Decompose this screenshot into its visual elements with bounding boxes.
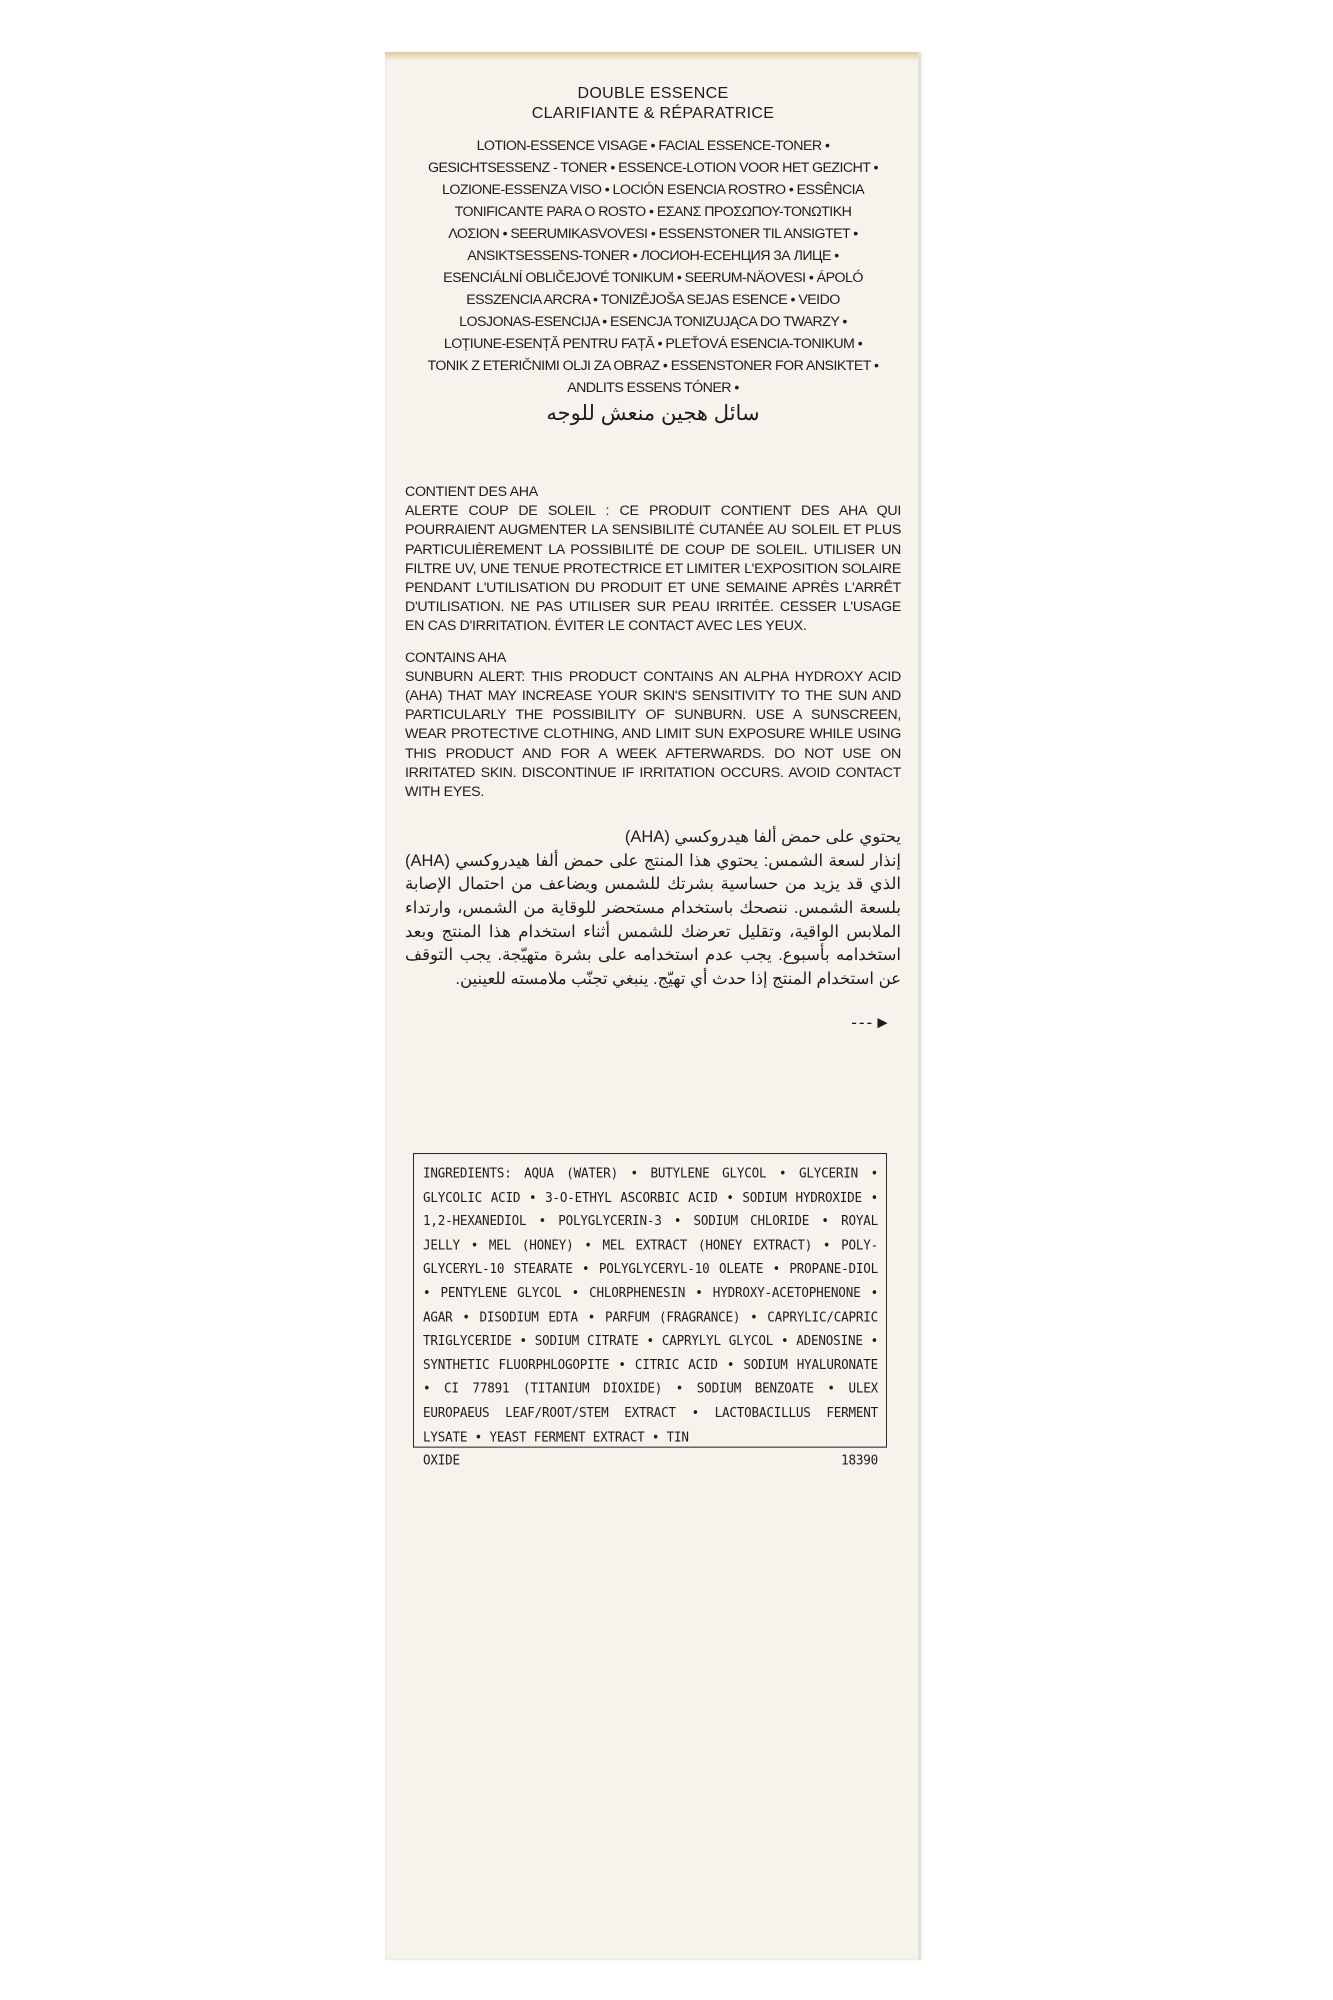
- product-title-line-1: DOUBLE ESSENCE: [577, 85, 729, 102]
- product-title: [405, 84, 901, 124]
- name-line: LOSJONAS-ESENCIJA • ESENCJA TONIZUJĄCA DO TWARZY •: [459, 314, 847, 330]
- name-line: LOȚIUNE-ESENȚĂ PENTRU FAȚĂ • PLEŤOVÁ ESENCIA-TONIKUM •: [443, 336, 863, 352]
- warning-english-body: SUNBURN ALERT: THIS PRODUCT CONTAINS AN ALPHA HYDROXY ACID (AHA) THAT MAY INCREASE YOUR SKIN'S SENSITIVITY TO THE SUN AND PARTICULARLY THE POSSIBILITY OF SUNBURN. USE A SUNSCREEN, WEAR PROTECTIVE CLOTHING, AND LIMIT SUN EXPOSURE WHILE USING THIS PRODUCT AND FOR A WEEK AFTERWARDS. DO NOT USE ON IRRITATED SKIN. DISCONTINUE IF IRRITATION OCCURS. AVOID CONTACT WITH EYES.: [405, 668, 901, 801]
- name-line: ΛΟΣΙΟΝ • SEERUMIKASVOVESI • ESSENSTONER TIL ANSIGTET •: [448, 226, 858, 242]
- continue-arrow-icon: ---►: [851, 1013, 893, 1033]
- warning-english: [405, 649, 901, 803]
- multilingual-product-names: [405, 135, 901, 399]
- warning-arabic: [405, 826, 901, 991]
- label-content: [405, 84, 901, 1033]
- name-line: ANSIKTSESSENS-TONER • ЛОСИОН-ЕСЕНЦИЯ ЗА ЛИЦЕ •: [467, 248, 839, 264]
- name-line: ESSZENCIA ARCRA • TONIZĒJOŠA SEJAS ESENCE • VEIDO: [466, 292, 840, 308]
- ingredients-footer: [423, 1449, 878, 1473]
- package-side-edge: [918, 52, 921, 1960]
- package-top-edge: [385, 52, 921, 61]
- name-line: LOZIONE-ESSENZA VISO • LOCIÓN ESENCIA ROSTRO • ESSÊNCIA: [442, 182, 864, 198]
- ingredients-last-word: OXIDE: [423, 1452, 460, 1468]
- product-title-line-2: CLARIFIANTE & RÉPARATRICE: [531, 105, 775, 122]
- name-line: ANDLITS ESSENS TÓNER •: [567, 380, 739, 396]
- warning-arabic-body: إنذار لسعة الشمس: يحتوي هذا المنتج على حمض ألفا هيدروكسي (AHA) الذي قد يزيد من حساسية بشرتك للشمس ويضاعف من احتمال الإصابة بلسعة الشمس. ننصحك باستخدام مستحضر للوقاية من الشمس، وارتداء الملابس الواقية، وتقليل تعرضك للشمس أثناء استخدام هذا المنتج وبعد استخدامه بأسبوع. يجب عدم استخدامه على بشرة متهيّجة. يجب التوقف عن استخدام المنتج إذا حدث أي تهيّج. ينبغي تجنّب ملامسته للعينين.: [405, 851, 901, 988]
- name-line: TONIK Z ETERIČNIMI OLJI ZA OBRAZ • ESSENSTONER FOR ANSIKTET •: [427, 358, 879, 374]
- name-line: TONIFICANTE PARA O ROSTO • ΕΣΑΝΣ ΠΡΟΣΩΠΟΥ-ΤΟΝΩΤΙΚΗ: [454, 204, 852, 220]
- ingredients-text: INGREDIENTS: AQUA (WATER) • BUTYLENE GLYCOL • GLYCERIN • GLYCOLIC ACID • 3-O-ETHYL ASCORBIC ACID • SODIUM HYDROXIDE • 1,2-HEXANEDIOL • POLYGLYCERIN-3 • SODIUM CHLORIDE • ROYAL JELLY • MEL (HONEY) • MEL EXTRACT (HONEY EXTRACT) • POLY-GLYCERYL-10 STEARATE • POLYGLYCERYL-10 OLEATE • PROPANE-DIOL • PENTYLENE GLYCOL • CHLORPHENESIN • HYDROXY-ACETOPHENONE • AGAR • DISODIUM EDTA • PARFUM (FRAGRANCE) • CAPRYLIC/CAPRIC TRIGLYCERIDE • SODIUM CITRATE • CAPRYLYL GLYCOL • ADENOSINE • SYNTHETIC FLUORPHLOGOPITE • CITRIC ACID • SODIUM HYALURONATE • CI 77891 (TITANIUM DIOXIDE) • SODIUM BENZOATE • ULEX EUROPAEUS LEAF/ROOT/STEM EXTRACT • LACTOBACILLUS FERMENT LYSATE • YEAST FERMENT EXTRACT • TIN: [423, 1164, 878, 1445]
- warning-english-heading: CONTAINS AHA: [405, 649, 506, 666]
- warning-arabic-heading: يحتوي على حمض ألفا هيدروكسي (AHA): [624, 828, 901, 847]
- warning-french-body: ALERTE COUP DE SOLEIL : CE PRODUIT CONTIENT DES AHA QUI POURRAIENT AUGMENTER LA SENSIBILITÉ CUTANÉE AU SOLEIL ET PLUS PARTICULIÈREMENT LA POSSIBILITÉ DE COUP DE SOLEIL. UTILISER UN FILTRE UV, UNE TENUE PROTECTRICE ET LIMITER L'EXPOSITION SOLAIRE PENDANT L'UTILISATION DU PRODUIT ET UNE SEMAINE APRÈS L'ARRÊT D'UTILISATION. NE PAS UTILISER SUR PEAU IRRITÉE. CESSER L'USAGE EN CAS D'IRRITATION. ÉVITER LE CONTACT AVEC LES YEUX.: [405, 503, 901, 635]
- name-line: LOTION-ESSENCE VISAGE • FACIAL ESSENCE-TONER •: [476, 138, 830, 154]
- ingredients-box: [413, 1153, 887, 1468]
- name-line: ESENCIÁLNÍ OBLIČEJOVÉ TONIKUM • SEERUM-NÄOVESI • ÁPOLÓ: [443, 270, 863, 286]
- batch-code: 18390: [841, 1452, 878, 1468]
- arabic-product-name: سائل هجين منعش للوجه: [546, 402, 760, 425]
- warning-french: [405, 483, 901, 637]
- warning-french-heading: CONTIENT DES AHA: [405, 484, 538, 500]
- name-line: GESICHTSESSENZ - TONER • ESSENCE-LOTION VOOR HET GEZICHT •: [428, 160, 878, 176]
